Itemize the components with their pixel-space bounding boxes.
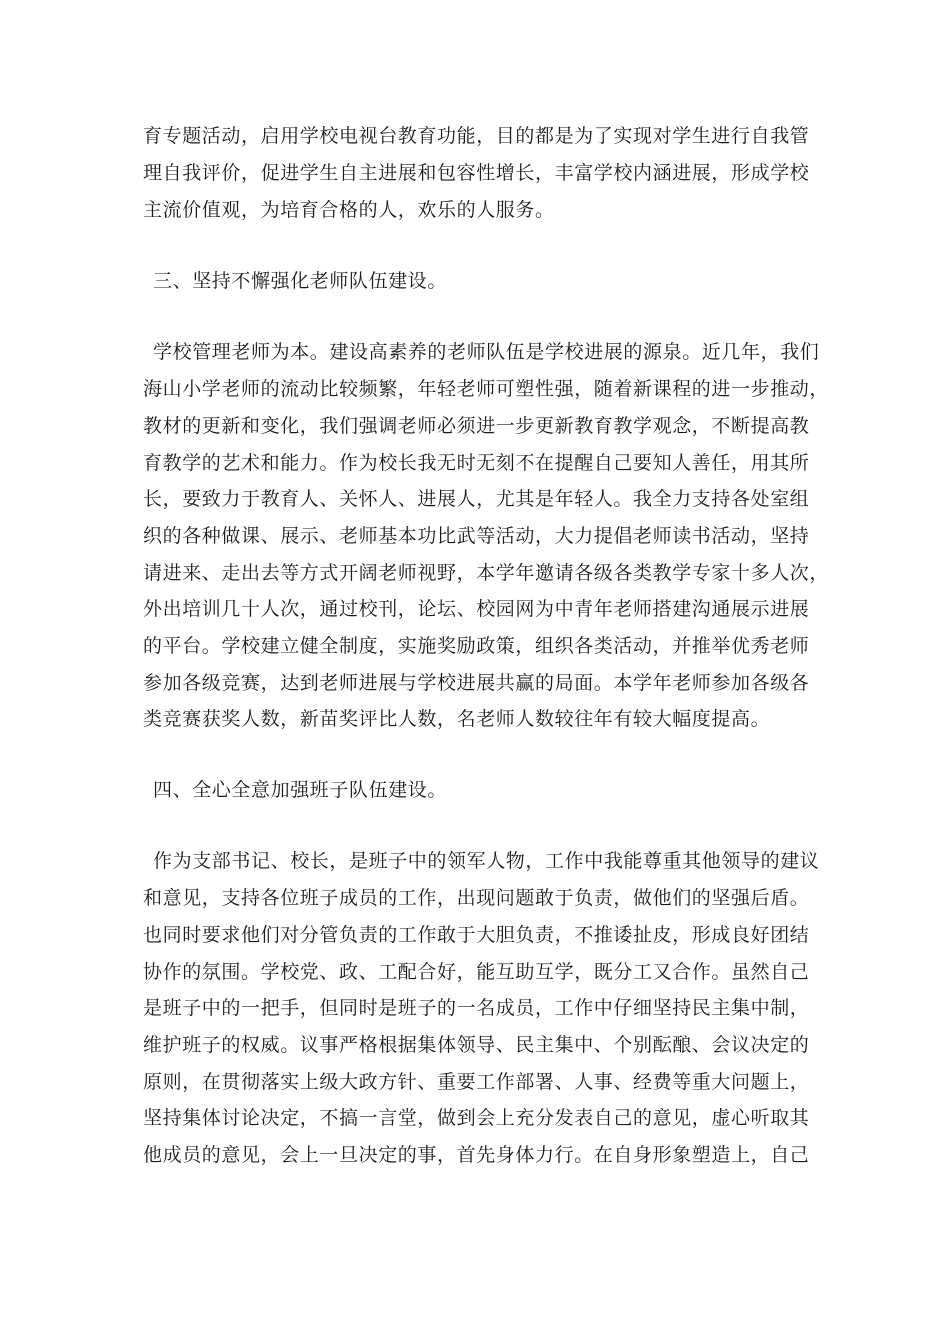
- text-line: 育专题活动，启用学校电视台教育功能，目的都是为了实现对学生进行自我管: [143, 125, 810, 147]
- text-line: 织的各种做课、展示、老师基本功比武等活动，大力提倡老师读书活动，坚持: [143, 525, 810, 547]
- text-line: 长，要致力于教育人、关怀人、进展人，尤其是年轻人。我全力支持各处室组: [143, 488, 810, 510]
- text-line: 理自我评价，促进学生自主进展和包容性增长，丰富学校内涵进展，形成学校: [143, 162, 810, 184]
- text-line: 教材的更新和变化，我们强调老师必须进一步更新教育教学观念，不断提高教: [143, 415, 810, 437]
- text-line: 类竞赛获奖人数，新苗奖评比人数，名老师人数较往年有较大幅度提高。: [143, 708, 771, 730]
- text-line: 参加各级竞赛，达到老师进展与学校进展共赢的局面。本学年老师参加各级各: [143, 672, 810, 694]
- section-heading: 四、全心全意加强班子队伍建设。: [153, 779, 448, 801]
- section-heading: 三、坚持不懈强化老师队伍建设。: [153, 270, 448, 292]
- text-line: 协作的氛围。学校党、政、工配合好，能互助互学，既分工又合作。虽然自己: [143, 961, 810, 983]
- text-line: 海山小学老师的流动比较频繁，年轻老师可塑性强，随着新课程的进一步推动，: [143, 378, 830, 400]
- text-line: 原则，在贯彻落实上级大政方针、重要工作部署、人事、经费等重大问题上，: [143, 1071, 810, 1093]
- text-line: 他成员的意见，会上一旦决定的事，首先身体力行。在自身形象塑造上，自己: [143, 1144, 810, 1166]
- text-line: 作为支部书记、校长，是班子中的领军人物，工作中我能尊重其他领导的建议: [153, 850, 820, 872]
- text-line: 育教学的艺术和能力。作为校长我无时无刻不在提醒自己要知人善任，用其所: [143, 452, 810, 474]
- text-line: 学校管理老师为本。建设高素养的老师队伍是学校进展的源泉。近几年，我们: [153, 341, 820, 363]
- text-line: 请进来、走出去等方式开阔老师视野，本学年邀请各级各类教学专家十多人次，: [143, 562, 830, 584]
- text-line: 维护班子的权威。议事严格根据集体领导、民主集中、个别酝酿、会议决定的: [143, 1034, 810, 1056]
- text-line: 外出培训几十人次，通过校刊，论坛、校园网为中青年老师搭建沟通展示进展: [143, 598, 810, 620]
- text-line: 的平台。学校建立健全制度，实施奖励政策，组织各类活动，并推举优秀老师: [143, 635, 810, 657]
- text-line: 和意见，支持各位班子成员的工作，出现问题敢于负责，做他们的坚强后盾。: [143, 887, 810, 909]
- text-line: 坚持集体讨论决定，不搞一言堂，做到会上充分发表自己的意见，虚心听取其: [143, 1107, 810, 1129]
- text-line: 也同时要求他们对分管负责的工作敢于大胆负责，不推诿扯皮，形成良好团结: [143, 924, 810, 946]
- text-line: 是班子中的一把手，但同时是班子的一名成员，工作中仔细坚持民主集中制，: [143, 997, 810, 1019]
- text-line: 主流价值观，为培育合格的人，欢乐的人服务。: [143, 199, 555, 221]
